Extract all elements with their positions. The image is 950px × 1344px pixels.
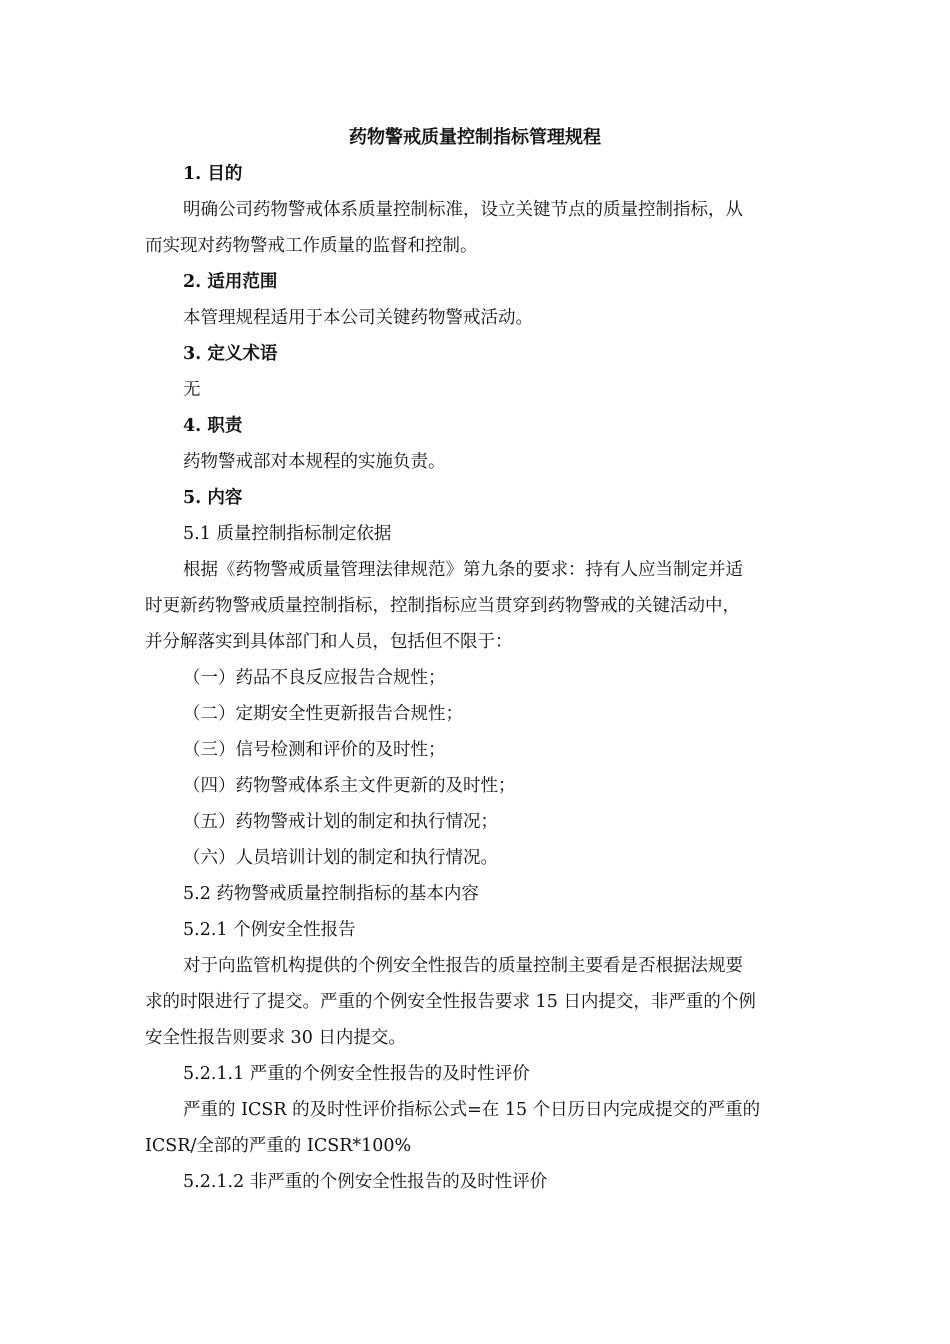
list-item: （四）药物警戒体系主文件更新的及时性；: [183, 776, 516, 796]
list-item: （五）药物警戒计划的制定和执行情况；: [183, 812, 498, 832]
section-5-2-1-paragraph-line-1: 对于向监管机构提供的个例安全性报告的质量控制主要看是否根据法规要: [183, 956, 743, 976]
section-2-paragraph: 本管理规程适用于本公司关键药物警戒活动。: [183, 308, 533, 328]
document-title: 药物警戒质量控制指标管理规程: [349, 127, 601, 148]
section-1-paragraph-line-1: 明确公司药物警戒体系质量控制标准，设立关键节点的质量控制指标，从: [183, 200, 743, 220]
section-5-2-1-2-heading: 5.2.1.2 非严重的个例安全性报告的及时性评价: [183, 1172, 548, 1192]
list-item: （二）定期安全性更新报告合规性；: [183, 704, 463, 724]
section-1-heading: 1. 目的: [183, 164, 243, 184]
list-item: （三）信号检测和评价的及时性；: [183, 740, 446, 760]
section-4-heading: 4. 职责: [183, 416, 243, 436]
section-5-1-paragraph-line-1: 根据《药物警戒质量管理法律规范》第九条的要求：持有人应当制定并适: [183, 560, 743, 580]
section-5-2-1-paragraph-line-3: 安全性报告则要求 30 日内提交。: [145, 1028, 406, 1048]
section-3-heading: 3. 定义术语: [183, 344, 278, 364]
section-5-2-1-1-paragraph-line-1: 严重的 ICSR 的及时性评价指标公式=在 15 个日历日内完成提交的严重的: [183, 1100, 761, 1120]
section-5-2-1-heading: 5.2.1 个例安全性报告: [183, 920, 356, 940]
list-item: （六）人员培训计划的制定和执行情况。: [183, 848, 498, 868]
section-5-2-1-1-paragraph-line-2: ICSR/全部的严重的 ICSR*100%: [145, 1136, 412, 1156]
section-5-2-1-1-heading: 5.2.1.1 严重的个例安全性报告的及时性评价: [183, 1064, 530, 1084]
list-item: （一）药品不良反应报告合规性；: [183, 668, 446, 688]
section-5-1-heading: 5.1 质量控制指标制定依据: [183, 524, 392, 544]
section-5-1-paragraph-line-2: 时更新药物警戒质量控制指标，控制指标应当贯穿到药物警戒的关键活动中，: [145, 596, 740, 616]
section-5-heading: 5. 内容: [183, 488, 243, 508]
section-5-1-paragraph-line-3: 并分解落实到具体部门和人员，包括但不限于：: [145, 632, 513, 652]
section-1-paragraph-line-2: 而实现对药物警戒工作质量的监督和控制。: [145, 236, 478, 256]
section-3-paragraph: 无: [183, 380, 201, 400]
section-5-2-heading: 5.2 药物警戒质量控制指标的基本内容: [183, 884, 479, 904]
section-4-paragraph: 药物警戒部对本规程的实施负责。: [183, 452, 446, 472]
section-2-heading: 2. 适用范围: [183, 272, 278, 292]
section-5-2-1-paragraph-line-2: 求的时限进行了提交。严重的个例安全性报告要求 15 日内提交，非严重的个例: [145, 992, 756, 1012]
